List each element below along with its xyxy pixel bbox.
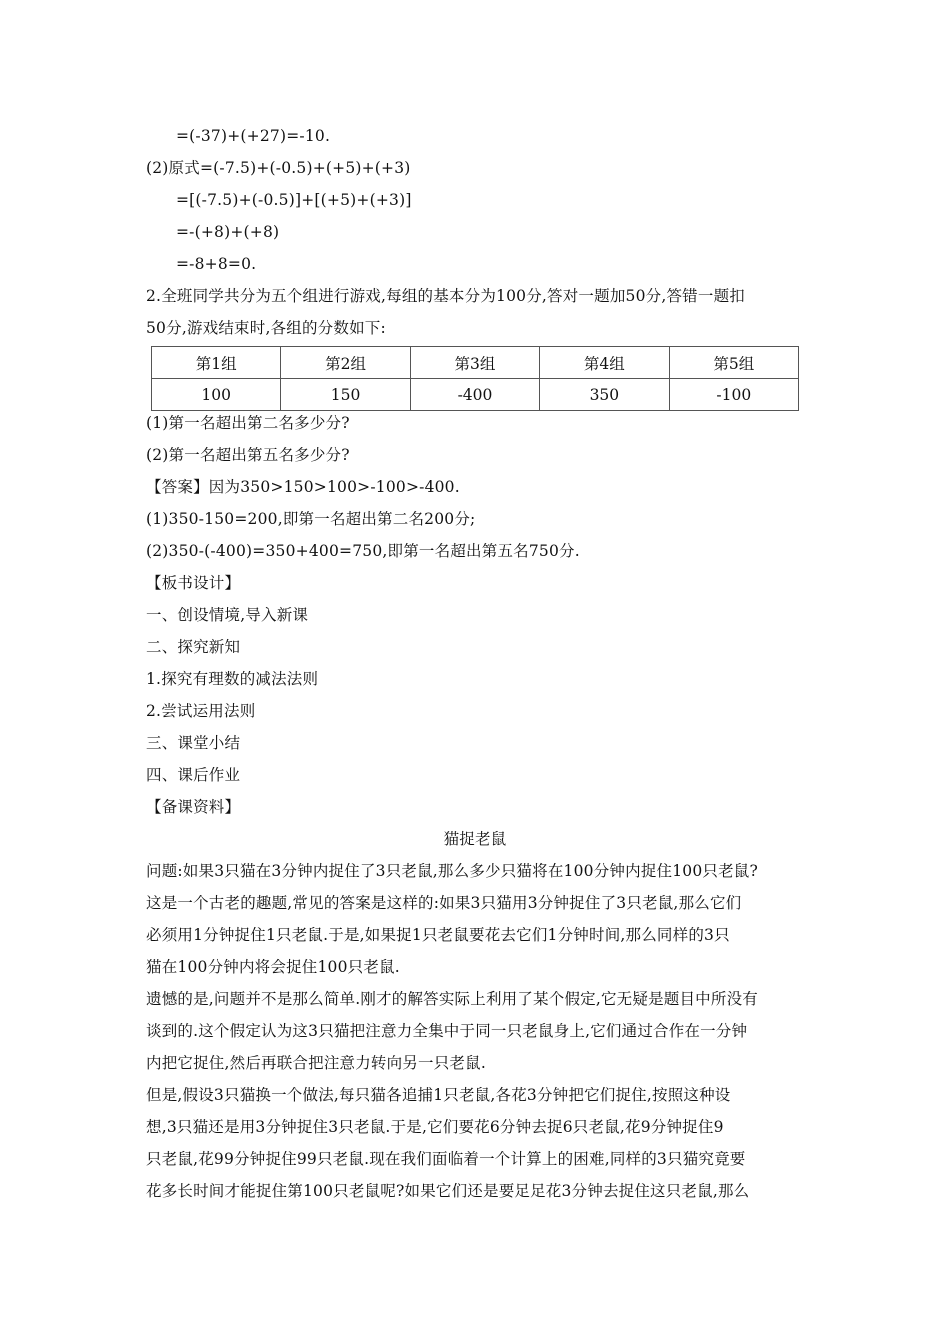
list-item: 三、课堂小结	[146, 734, 241, 752]
problem-text: 50分,游戏结束时,各组的分数如下:	[146, 319, 386, 337]
list-item: 1.探究有理数的减法法则	[146, 670, 319, 688]
paragraph-line: 遗憾的是,问题并不是那么简单.刚才的解答实际上利用了某个假定,它无疑是题目中所没有	[146, 990, 758, 1008]
problem-text: 2.全班同学共分为五个组进行游戏,每组的基本分为100分,答对一题加50分,答错一题扣	[146, 287, 745, 305]
list-item: 一、创设情境,导入新课	[146, 606, 309, 624]
table-header-row	[152, 347, 799, 379]
paragraph-line: 只老鼠,花99分钟捉住99只老鼠.现在我们面临着一个计算上的困难,同样的3只猫究竟要	[146, 1150, 746, 1168]
answer-text: (2)350-(-400)=350+400=750,即第一名超出第五名750分.	[146, 542, 580, 560]
solution-line: (2)原式=(-7.5)+(-0.5)+(+5)+(+3)	[146, 159, 411, 177]
answer-text: 【答案】因为350>150>100>-100>-400.	[146, 478, 460, 496]
list-item: 2.尝试运用法则	[146, 702, 256, 720]
question-text: (1)第一名超出第二名多少分?	[146, 414, 350, 432]
table-row	[152, 379, 799, 411]
solution-line: =(-37)+(+27)=-10.	[176, 127, 331, 145]
table-cell: 350	[540, 379, 669, 411]
table-cell: -400	[410, 379, 539, 411]
section-heading: 【板书设计】	[146, 574, 241, 592]
table-header-cell: 第2组	[281, 347, 410, 379]
paragraph-line: 猫在100分钟内将会捉住100只老鼠.	[146, 958, 400, 976]
solution-line: =-(+8)+(+8)	[176, 223, 280, 241]
table-header-cell: 第5组	[669, 347, 798, 379]
table-header-cell: 第4组	[540, 347, 669, 379]
paragraph-line: 问题:如果3只猫在3分钟内捉住了3只老鼠,那么多少只猫将在100分钟内捉住100只老鼠?	[146, 862, 759, 880]
section-heading: 【备课资料】	[146, 798, 241, 816]
paragraph-line: 但是,假设3只猫换一个做法,每只猫各追捕1只老鼠,各花3分钟把它们捉住,按照这种设	[146, 1086, 731, 1104]
paragraph-line: 花多长时间才能捉住第100只老鼠呢?如果它们还是要足足花3分钟去捉住这只老鼠,那么	[146, 1182, 750, 1200]
question-text: (2)第一名超出第五名多少分?	[146, 446, 350, 464]
solution-line: =-8+8=0.	[176, 255, 257, 273]
table-cell: 150	[281, 379, 410, 411]
paragraph-line: 谈到的.这个假定认为这3只猫把注意力全集中于同一只老鼠身上,它们通过合作在一分钟	[146, 1022, 748, 1040]
paragraph-line: 这是一个古老的趣题,常见的答案是这样的:如果3只猫用3分钟捉住了3只老鼠,那么它们	[146, 894, 742, 912]
paragraph-line: 想,3只猫还是用3分钟捉住3只老鼠.于是,它们要花6分钟去捉6只老鼠,花9分钟捉住9	[146, 1118, 724, 1136]
paragraph-line: 内把它捉住,然后再联合把注意力转向另一只老鼠.	[146, 1054, 486, 1072]
table-cell: -100	[669, 379, 798, 411]
list-item: 二、探究新知	[146, 638, 241, 656]
scores-table	[151, 346, 799, 411]
paragraph-line: 必须用1分钟捉住1只老鼠.于是,如果捉1只老鼠要花去它们1分钟时间,那么同样的3只	[146, 926, 730, 944]
answer-text: (1)350-150=200,即第一名超出第二名200分;	[146, 510, 476, 528]
list-item: 四、课后作业	[146, 766, 241, 784]
table-header-cell: 第1组	[152, 347, 281, 379]
table-cell: 100	[152, 379, 281, 411]
story-title: 猫捉老鼠	[443, 830, 507, 848]
table-header-cell: 第3组	[410, 347, 539, 379]
solution-line: =[(-7.5)+(-0.5)]+[(+5)+(+3)]	[176, 191, 412, 209]
